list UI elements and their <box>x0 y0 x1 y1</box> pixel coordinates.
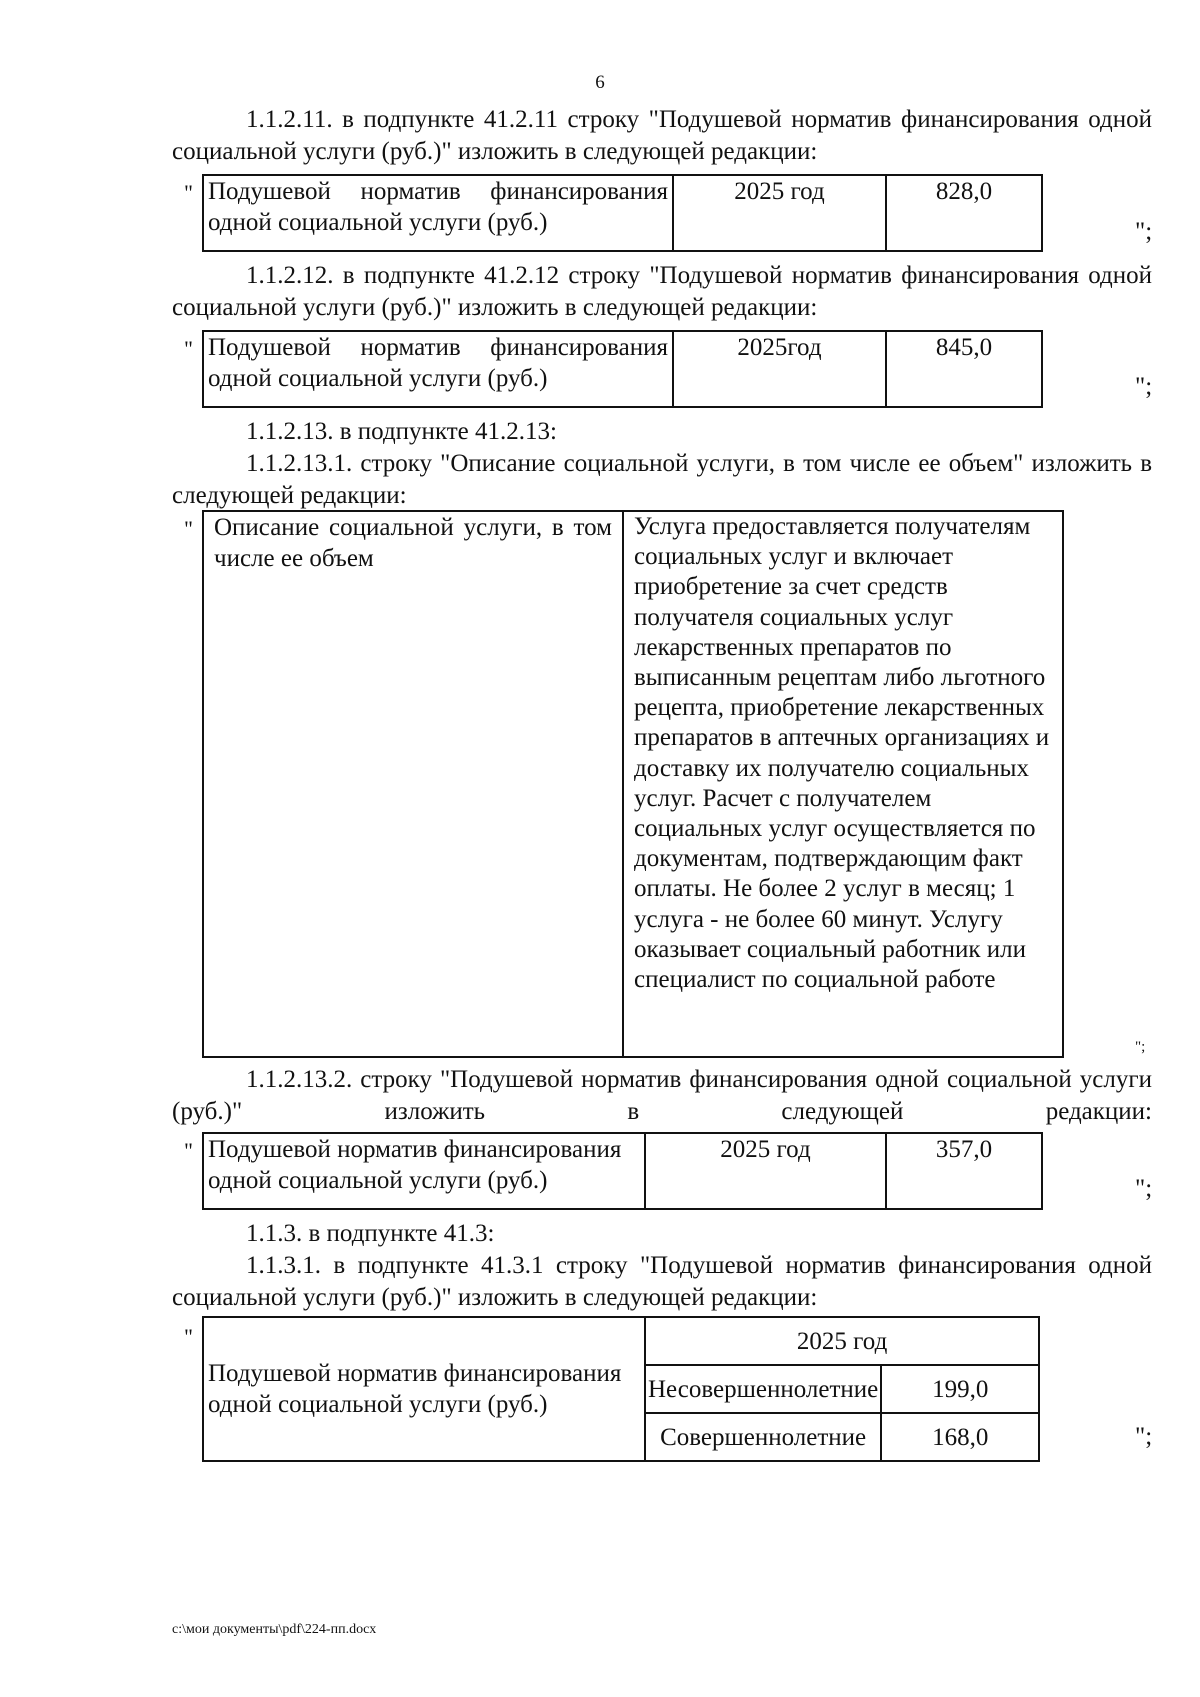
value-cell-adults: 168,0 <box>881 1413 1039 1461</box>
paragraph-1-1-2-11: 1.1.2.11. в подпункте 41.2.11 строку "Подушевой норматив финансирования одной социальной услуги (руб.)" изложить в следующей редакции: <box>172 106 1152 165</box>
norm-table-41-2-13 <box>202 1132 1043 1210</box>
description-line: по выписанным рецептам либо <box>634 633 952 692</box>
paragraph-1-1-3-1: 1.1.3.1. в подпункте 41.3.1 строку "Подушевой норматив финансирования одной социальной услуги (руб.)" изложить в следующей редакции: <box>172 1252 1152 1311</box>
table-open-quote: " <box>184 180 193 205</box>
page-number: 6 <box>595 72 605 93</box>
value-cell: 845,0 <box>886 331 1042 407</box>
description-line: в аптечных организациях и доставку <box>634 724 1050 782</box>
footer-file-path: c:\мои документы\pdf\224-пп.docx <box>172 1622 377 1637</box>
norm-label-cell: Подушевой норматив финансирования одной социальной услуги (руб.) <box>203 331 673 407</box>
norm-table-41-2-11 <box>202 174 1043 252</box>
description-line: лекарственных препаратов <box>634 694 1045 752</box>
description-line: Расчет с получателем социальных <box>634 784 932 843</box>
description-line: льготного рецепта, приобретение <box>634 664 1046 722</box>
description-line: по социальной работе <box>761 966 996 994</box>
description-line: получателя социальных услуг <box>634 603 954 631</box>
table-close-quote: "; <box>1135 1039 1146 1055</box>
table-close-quote: "; <box>1135 218 1153 245</box>
description-line: Услуга предоставляется получателям <box>634 513 1031 540</box>
description-line: услуг осуществляется <box>768 815 1004 843</box>
norm-label-cell: Подушевой норматив финансирования одной социальной услуги (руб.) <box>203 175 673 251</box>
description-line: не более 60 минут. <box>724 905 923 933</box>
year-cell: 2025 год <box>645 1133 886 1209</box>
norm-table-41-2-12 <box>202 330 1043 408</box>
value-cell-minors: 199,0 <box>881 1365 1039 1413</box>
table-close-quote: "; <box>1135 1175 1153 1202</box>
description-line: социальных услуг и включает <box>634 543 954 571</box>
description-line: факт оплаты. <box>634 845 1023 903</box>
category-cell-minors: Несовершеннолетние <box>645 1365 881 1413</box>
paragraph-1-1-2-12: 1.1.2.12. в подпункте 41.2.12 строку "Подушевой норматив финансирования одной социальной услуги (руб.)" изложить в следующей редакции: <box>172 262 1152 321</box>
description-line: работник или специалист <box>634 935 1027 994</box>
category-cell-adults: Совершеннолетние <box>645 1413 881 1461</box>
table-open-quote: " <box>184 336 193 361</box>
paragraph-text: 1.1.2.13.2. строку "Подушевой норматив финансирования одной социальной услуги (руб.)" изложить в следующей редакции: <box>172 1066 1152 1125</box>
year-cell: 2025 год <box>673 175 886 251</box>
description-line: Услугу оказывает социальный <box>634 905 1003 963</box>
norm-table-41-3-1 <box>202 1316 1040 1462</box>
description-line: их получателю социальных услуг. <box>634 754 1029 812</box>
description-text-cell <box>623 511 1063 1057</box>
description-line: лекарственных препаратов <box>634 633 920 661</box>
description-line: приобретение за счет средств <box>634 573 948 601</box>
value-cell: 828,0 <box>886 175 1042 251</box>
paragraph-1-1-3: 1.1.3. в подпункте 41.3: <box>246 1220 495 1247</box>
description-label-cell: Описание социальной услуги, в том числе ее объем <box>203 511 623 1057</box>
year-header-cell: 2025 год <box>645 1317 1039 1365</box>
table-open-quote: " <box>184 516 193 541</box>
table-open-quote: " <box>184 1324 193 1349</box>
paragraph-1-1-2-13-1: 1.1.2.13.1. строку "Описание социальной услуги, в том числе ее объем" изложить в следующей редакции: <box>172 450 1152 509</box>
table-open-quote: " <box>184 1138 193 1163</box>
paragraph-1-1-2-13-2 <box>172 1064 1152 1125</box>
description-table-41-2-13 <box>202 510 1064 1058</box>
year-cell: 2025год <box>673 331 886 407</box>
table-close-quote: "; <box>1135 373 1153 400</box>
norm-label-cell: Подушевой норматив финансирования одной социальной услуги (руб.) <box>203 1317 645 1461</box>
value-cell: 357,0 <box>886 1133 1042 1209</box>
paragraph-1-1-2-13: 1.1.2.13. в подпункте 41.2.13: <box>246 418 557 445</box>
norm-label-cell: Подушевой норматив финансирования одной социальной услуги (руб.) <box>203 1133 645 1209</box>
description-line: Не более 2 услуг в месяц; 1 услуга - <box>634 875 1016 933</box>
description-line: по документам, подтверждающим <box>634 815 1036 873</box>
table-close-quote: "; <box>1135 1423 1153 1450</box>
